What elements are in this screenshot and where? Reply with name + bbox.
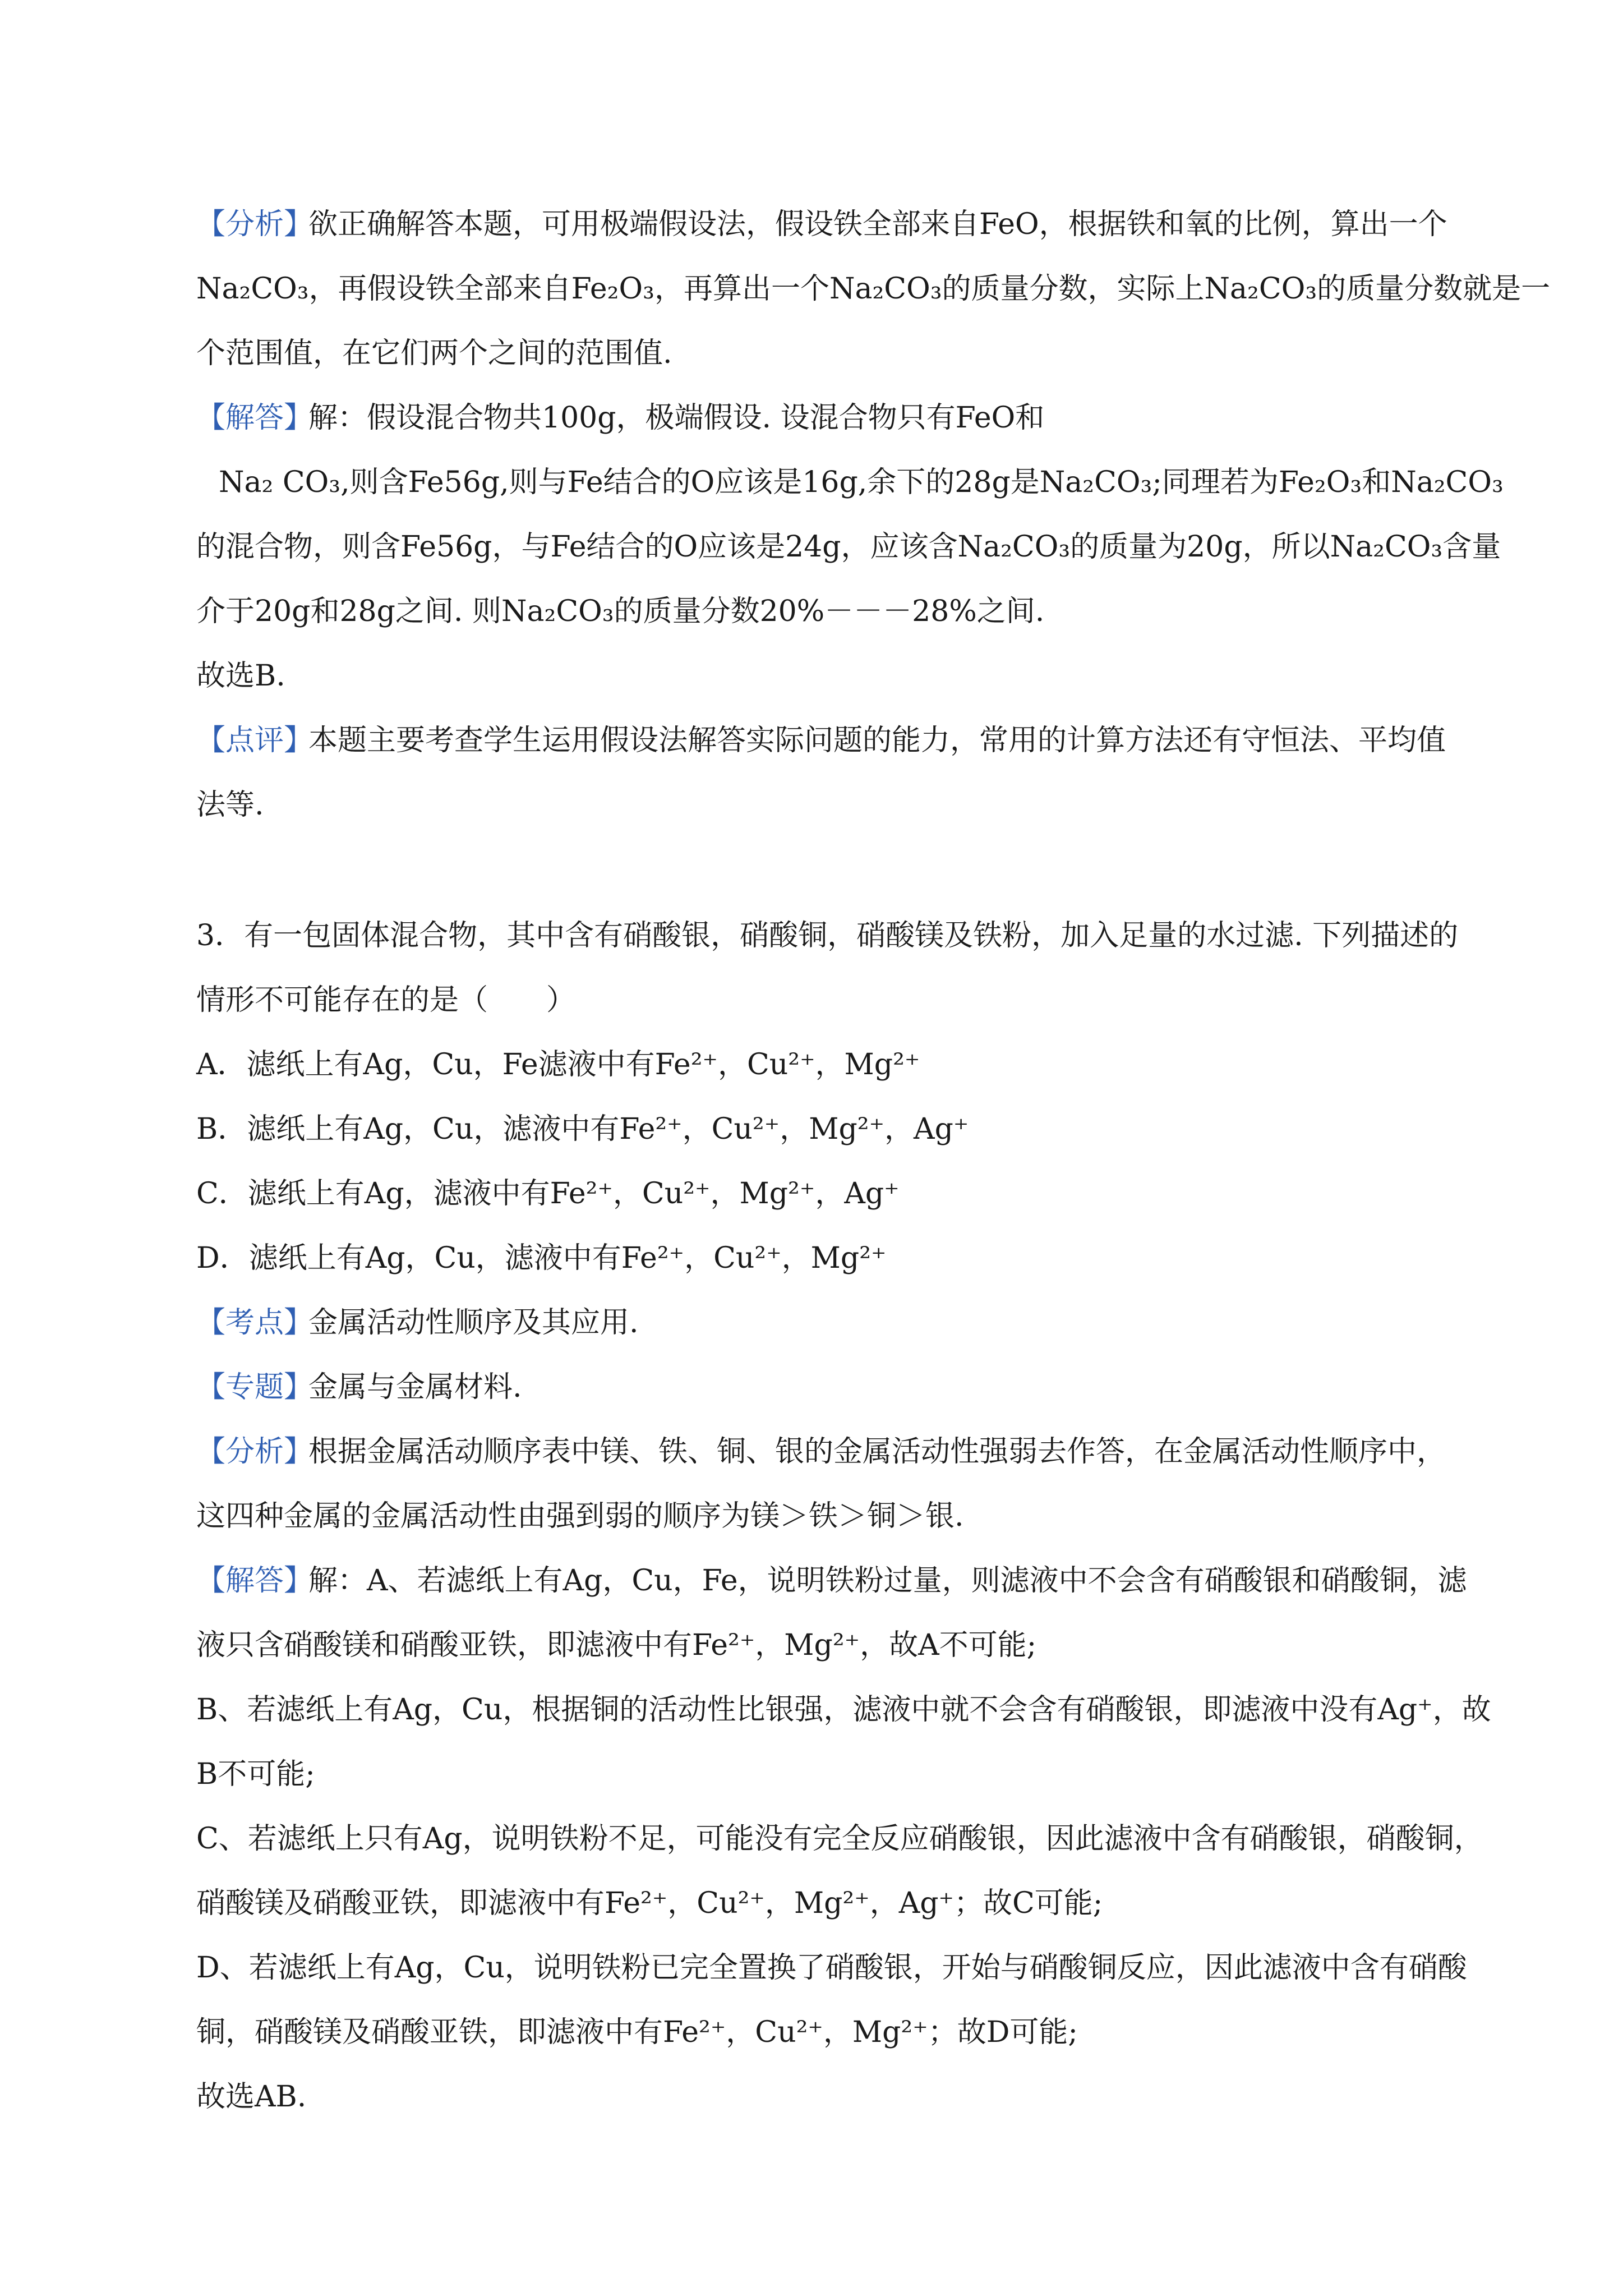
- q2-analysis-text-1: 欲正确解答本题，可用极端假设法，假设铁全部来自FeO，根据铁和氧的比例，算出一个: [308, 208, 1447, 241]
- review-tag: 【点评】: [196, 724, 313, 757]
- q2-review-text-2: 法等.: [196, 788, 264, 822]
- q3-answer-text-5: C、若滤纸上只有Ag，说明铁粉不足，可能没有完全反应硝酸银，因此滤液中含有硝酸银，硝酸铜，: [196, 1822, 1483, 1856]
- q2-answer-text-4: 介于20g和28g之间. 则Na₂CO₃的质量分数20%－－－28%之间.: [196, 595, 1045, 628]
- q3-answer-text-3: B、若滤纸上有Ag，Cu，根据铜的活动性比银强，滤液中就不会含有硝酸银，即滤液中没有Ag⁺，故: [196, 1693, 1491, 1727]
- q2-answer-text-2: Na₂ CO₃,则含Fe56g,则与Fe结合的O应该是16g,余下的28g是Na₂CO₃;同理若为Fe₂O₃和Na₂CO₃: [219, 466, 1504, 499]
- q3-analysis-text-1: 根据金属活动顺序表中镁、铁、铜、银的金属活动性强弱去作答，在金属活动性顺序中，: [308, 1435, 1446, 1469]
- q3-answer-text-8: 铜，硝酸镁及硝酸亚铁，即滤液中有Fe²⁺，Cu²⁺，Mg²⁺；故D可能;: [196, 2016, 1078, 2049]
- analysis-tag: 【分析】: [196, 1435, 313, 1469]
- q3-option-a: A．滤纸上有Ag，Cu，Fe滤液中有Fe²⁺，Cu²⁺，Mg²⁺: [196, 1048, 920, 1082]
- answer-tag: 【解答】: [196, 1564, 313, 1598]
- q3-answer-text-4: B不可能;: [196, 1757, 315, 1791]
- q3-option-d: D．滤纸上有Ag，Cu，滤液中有Fe²⁺，Cu²⁺，Mg²⁺: [196, 1241, 887, 1275]
- analysis-tag: 【分析】: [196, 208, 313, 241]
- q3-zhuanti-text: 金属与金属材料.: [308, 1370, 522, 1404]
- q3-answer-text-1: 解：A、若滤纸上有Ag，Cu，Fe，说明铁粉过量，则滤液中不会含有硝酸银和硝酸铜，滤: [308, 1564, 1467, 1598]
- q3-stem-text-1: 3．有一包固体混合物，其中含有硝酸银，硝酸铜，硝酸镁及铁粉，加入足量的水过滤. 下列描述的: [196, 919, 1459, 953]
- q2-analysis-text-3: 个范围值，在它们两个之间的范围值.: [196, 337, 672, 370]
- q2-answer-text-3: 的混合物，则含Fe56g，与Fe结合的O应该是24g，应该含Na₂CO₃的质量为20g，所以Na₂CO₃含量: [196, 530, 1501, 564]
- q3-option-c: C．滤纸上有Ag，滤液中有Fe²⁺，Cu²⁺，Mg²⁺，Ag⁺: [196, 1177, 900, 1211]
- q2-analysis-text-2: Na₂CO₃，再假设铁全部来自Fe₂O₃，再算出一个Na₂CO₃的质量分数，实际上Na₂CO₃的质量分数就是一: [196, 272, 1551, 306]
- q3-answer-text-2: 液只含硝酸镁和硝酸亚铁，即滤液中有Fe²⁺，Mg²⁺，故A不可能;: [196, 1628, 1037, 1662]
- q3-answer-text-6: 硝酸镁及硝酸亚铁，即滤液中有Fe²⁺，Cu²⁺，Mg²⁺，Ag⁺；故C可能;: [196, 1887, 1103, 1920]
- q2-review-text-1: 本题主要考查学生运用假设法解答实际问题的能力，常用的计算方法还有守恒法、平均值: [308, 724, 1446, 757]
- q2-choice: 故选B.: [196, 659, 285, 693]
- answer-tag: 【解答】: [196, 401, 313, 435]
- q3-kaodian-text: 金属活动性顺序及其应用.: [308, 1306, 639, 1340]
- q3-choice: 故选AB.: [196, 2080, 307, 2114]
- q3-option-b: B．滤纸上有Ag，Cu，滤液中有Fe²⁺，Cu²⁺，Mg²⁺，Ag⁺: [196, 1112, 969, 1146]
- q2-answer-text-1: 解：假设混合物共100g，极端假设. 设混合物只有FeO和: [308, 401, 1045, 435]
- q3-stem-text-2: 情形不可能存在的是（ ）: [196, 983, 576, 1017]
- kaodian-tag: 【考点】: [196, 1306, 313, 1340]
- q3-answer-text-7: D、若滤纸上有Ag，Cu，说明铁粉已完全置换了硝酸银，开始与硝酸铜反应，因此滤液中含有硝酸: [196, 1951, 1467, 1985]
- q3-analysis-text-2: 这四种金属的金属活动性由强到弱的顺序为镁＞铁＞铜＞银.: [196, 1499, 964, 1533]
- zhuanti-tag: 【专题】: [196, 1370, 313, 1404]
